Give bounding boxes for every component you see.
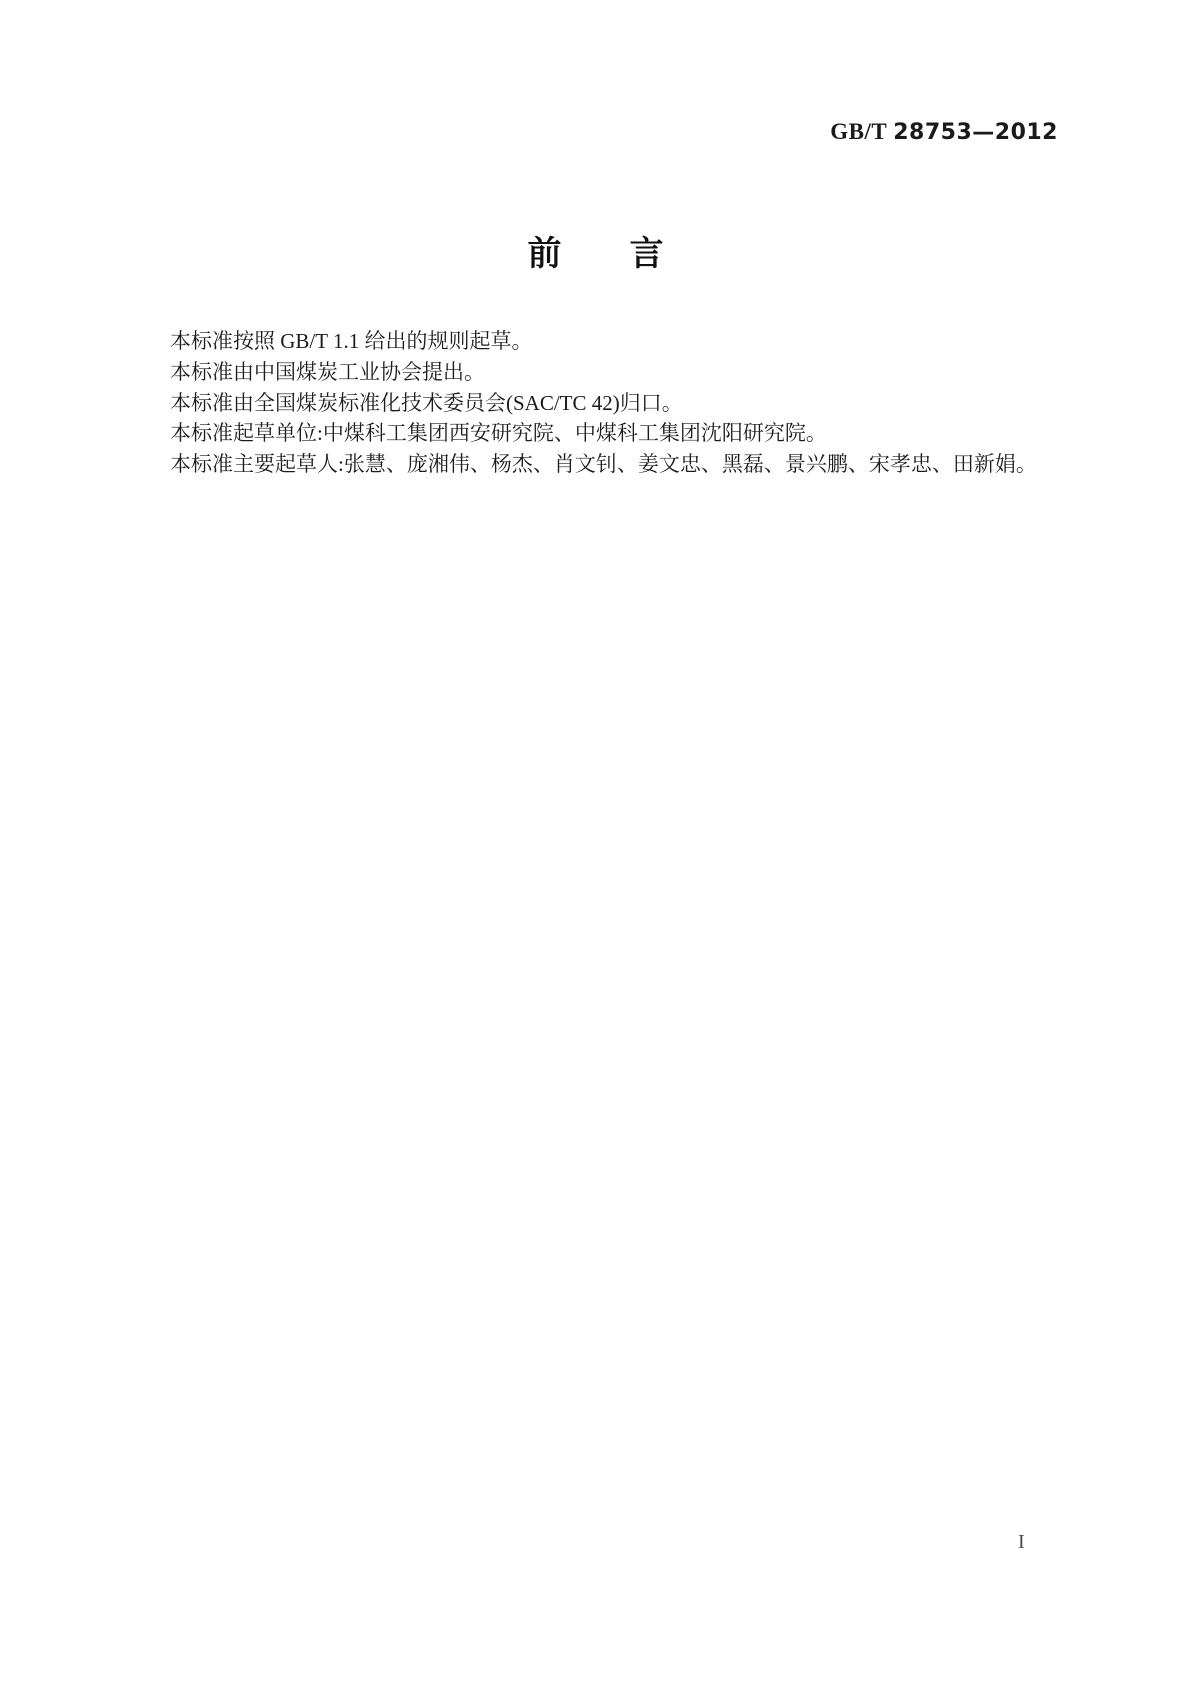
page-title: 前 言 bbox=[527, 235, 664, 273]
page-number: I bbox=[1018, 1531, 1025, 1553]
standard-number-header bbox=[830, 119, 1058, 145]
paragraph-main-drafters: 本标准主要起草人:张慧、庞湘伟、杨杰、肖文钊、姜文忠、黑磊、景兴鹏、宋孝忠、田新娟。 bbox=[170, 452, 1037, 476]
paragraph-drafting-rules: 本标准按照 GB/T 1.1 给出的规则起草。 bbox=[170, 329, 533, 353]
paragraph-proposed-by: 本标准由中国煤炭工业协会提出。 bbox=[170, 359, 485, 384]
standard-prefix: GB/T bbox=[830, 119, 888, 144]
standard-number: 28753—2012 bbox=[893, 120, 1058, 145]
paragraph-drafting-organizations: 本标准起草单位:中煤科工集团西安研究院、中煤科工集团沈阳研究院。 bbox=[170, 421, 827, 446]
paragraph-centralized-by: 本标准由全国煤炭标准化技术委员会(SAC/TC 42)归口。 bbox=[170, 390, 683, 415]
foreword-body bbox=[128, 326, 1058, 480]
